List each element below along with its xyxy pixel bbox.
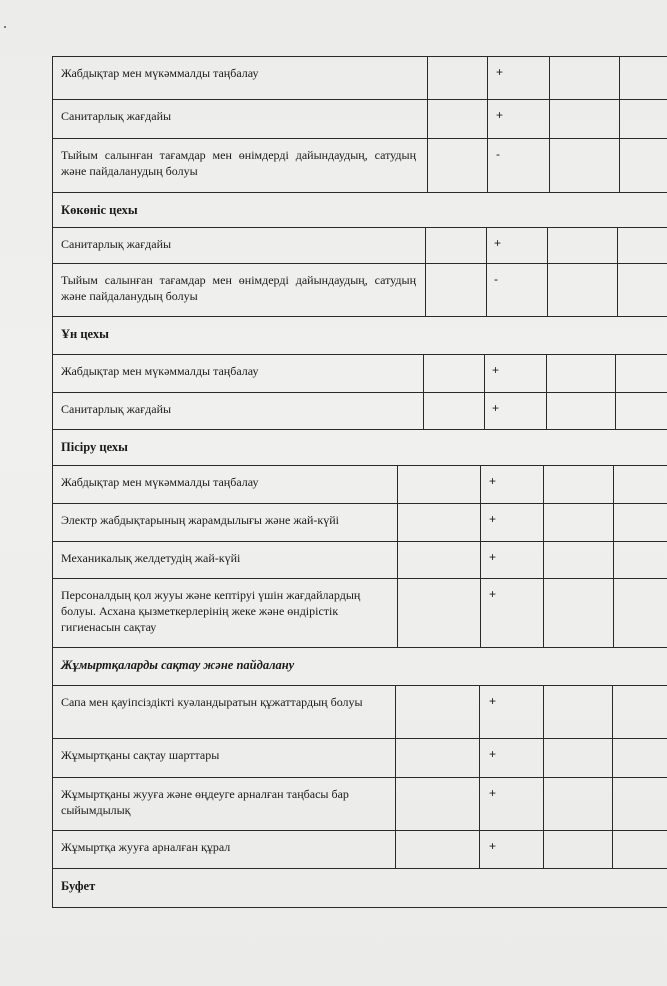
criterion-text: Санитарлық жағдайы — [61, 402, 172, 416]
assessment-mark: + — [492, 401, 500, 415]
assessment-mark: + — [489, 786, 497, 800]
criterion-text: Сапа мен қауіпсіздікті куәландыратын құжаттардың болуы — [61, 695, 363, 709]
section-title: Ұн цехы — [61, 327, 109, 341]
section-title: Жұмыртқаларды сақтау және пайдалану — [61, 658, 295, 672]
table-row — [53, 541, 667, 578]
section-header — [53, 429, 667, 465]
assessment-mark: - — [494, 272, 498, 286]
criterion-text: Санитарлық жағдайы — [61, 237, 172, 251]
criterion-text: Тыйым салынған тағамдар мен өнімдерді дайындаудың, сатудың және пайдаланудың болуы — [61, 148, 416, 178]
assessment-mark: + — [496, 108, 504, 122]
table-row — [53, 830, 667, 868]
checklist-table — [52, 56, 667, 908]
table-row — [53, 354, 667, 392]
criterion-text: Жабдықтар мен мүкәммалды таңбалау — [61, 475, 259, 489]
table-row — [53, 56, 667, 99]
section-title: Көкөніс цехы — [61, 203, 138, 217]
assessment-mark: + — [489, 747, 497, 761]
criterion-text: Жабдықтар мен мүкәммалды таңбалау — [61, 364, 259, 378]
table-row — [53, 99, 667, 138]
table-row — [53, 738, 667, 777]
criterion-text: Механикалық желдетудің жай-күйі — [61, 551, 241, 565]
assessment-mark: + — [489, 839, 497, 853]
assessment-mark: + — [492, 363, 500, 377]
criterion-text: Жабдықтар мен мүкәммалды таңбалау — [61, 66, 259, 80]
scan-speck — [4, 26, 6, 28]
assessment-mark: + — [489, 587, 497, 601]
table-row — [53, 777, 667, 830]
table-row — [53, 263, 667, 316]
assessment-mark: + — [489, 550, 497, 564]
table-row — [53, 227, 667, 263]
section-header — [53, 316, 667, 354]
criterion-text: Санитарлық жағдайы — [61, 109, 172, 123]
criterion-text: Персоналдың қол жууы және кептіруі үшін жағдайлардың болуы. Асхана қызметкерлерінің жеке және өндірістік гигиенасын сақтау — [61, 588, 361, 634]
assessment-mark: + — [496, 65, 504, 79]
table-row — [53, 503, 667, 541]
table-row — [53, 578, 667, 647]
assessment-mark: - — [496, 147, 500, 161]
assessment-mark: + — [489, 474, 497, 488]
table-row — [53, 465, 667, 503]
assessment-mark: + — [489, 694, 497, 708]
criterion-text: Тыйым салынған тағамдар мен өнімдерді дайындаудың, сатудың және пайдаланудың болуы — [61, 273, 416, 303]
assessment-mark: + — [494, 236, 502, 250]
criterion-text: Жұмыртқаны сақтау шарттары — [61, 748, 220, 762]
criterion-text: Жұмыртқаны жууға және өңдеуге арналған таңбасы бар сыйымдылық — [61, 787, 349, 817]
assessment-mark: + — [489, 512, 497, 526]
criterion-text: Жұмыртқа жууға арналған құрал — [61, 840, 231, 854]
section-header — [53, 192, 667, 227]
table-row — [53, 392, 667, 429]
section-header — [53, 868, 667, 908]
section-title: Пісіру цехы — [61, 440, 128, 454]
criterion-text: Электр жабдықтарының жарамдылығы және жай-күйі — [61, 513, 339, 527]
table-row — [53, 685, 667, 738]
section-header — [53, 647, 667, 685]
section-title: Буфет — [61, 879, 96, 893]
table-row — [53, 138, 667, 192]
